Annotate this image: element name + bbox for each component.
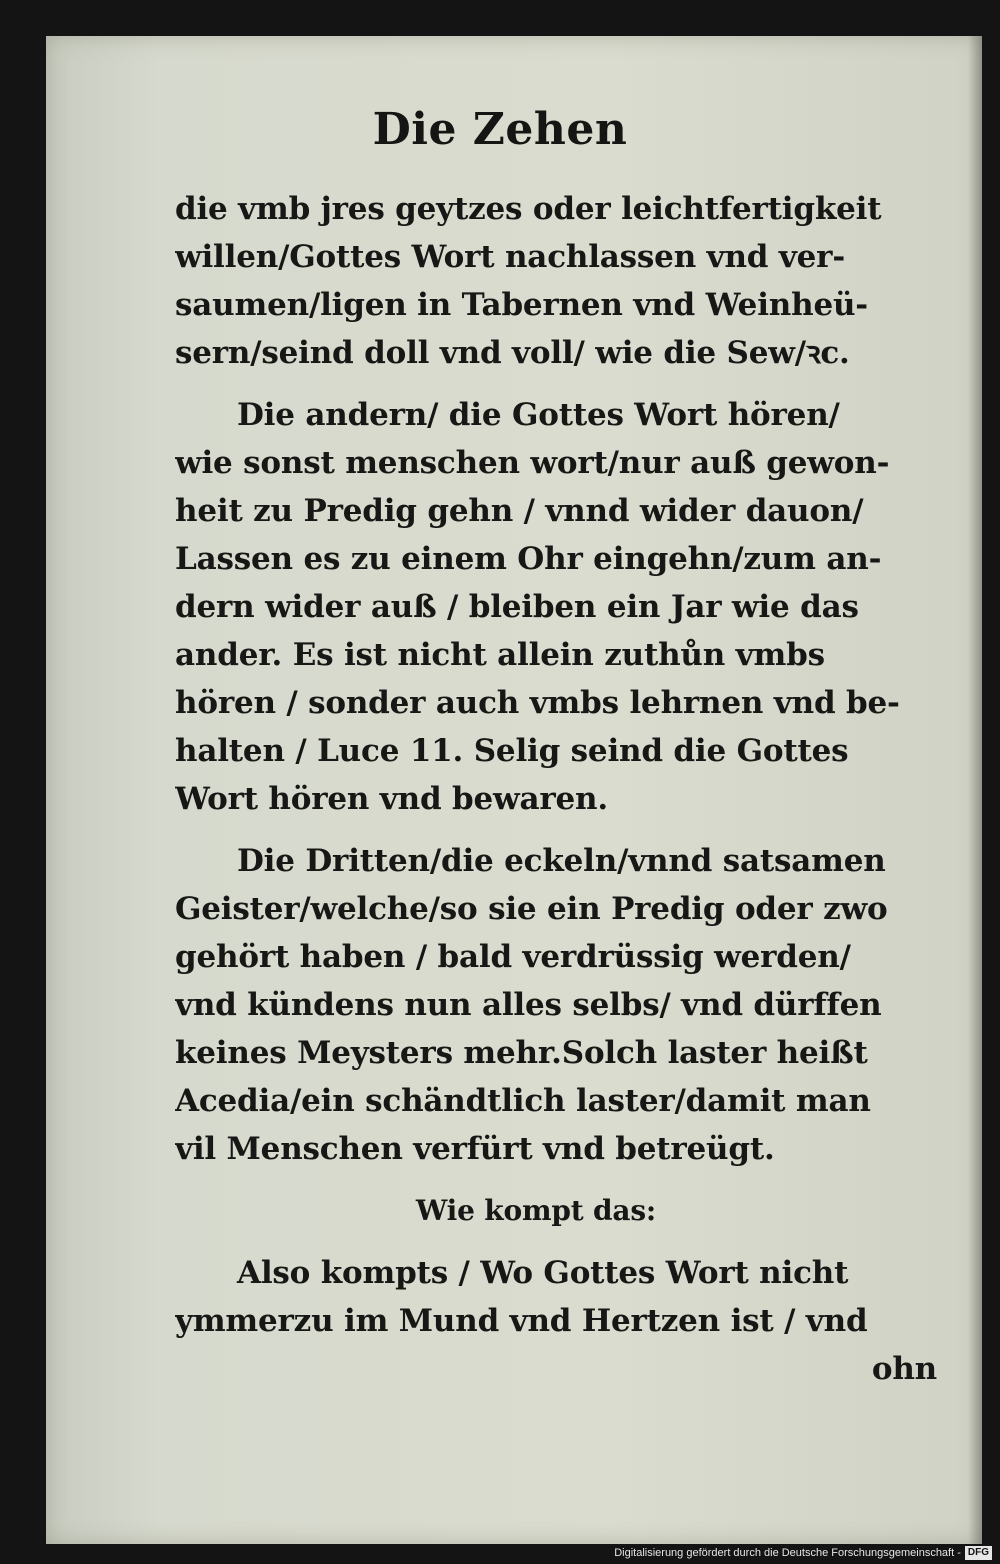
text-line: heit zu Predig gehn / vnnd wider dauon/ xyxy=(175,493,864,529)
text-line: halten / Luce 11. Selig seind die Gottes xyxy=(175,733,849,769)
text-line: sern/seind doll vnd voll/ wie die Sew/ꝛc. xyxy=(175,335,850,371)
text-line: hören / sonder auch vmbs lehrnen vnd be- xyxy=(175,685,900,721)
text-line: gehört haben / bald verdrüssig werden/ xyxy=(175,939,851,975)
paragraph-gap xyxy=(175,823,937,837)
catchword: ohn xyxy=(871,1351,937,1387)
text-line: dern wider auß / bleiben ein Jar wie das xyxy=(175,589,859,625)
text-line: wie sonst menschen wort/nur auß gewon- xyxy=(175,445,890,481)
text-line: die vmb jres geytzes oder leichtfertigkeit xyxy=(175,191,882,227)
page-spine-shadow xyxy=(968,36,982,1544)
paragraph-gap xyxy=(175,1235,937,1249)
text-line: Acedia/ein schändtlich laster/damit man xyxy=(175,1083,871,1119)
text-block xyxy=(175,185,937,1393)
paragraph-gap xyxy=(175,1173,937,1187)
text-line: saumen/ligen in Tabernen vnd Weinheü- xyxy=(175,287,868,323)
text-line: ymmerzu im Mund vnd Hertzen ist / vnd xyxy=(175,1303,868,1339)
text-line: keines Meysters mehr.Solch laster heißt xyxy=(175,1035,868,1071)
credit-text: Digitalisierung gefördert durch die Deutsche Forschungsgemeinschaft - xyxy=(614,1547,961,1559)
text-line: willen/Gottes Wort nachlassen vnd ver- xyxy=(175,239,845,275)
running-head: Die Zehen xyxy=(372,104,628,155)
text-line: Lassen es zu einem Ohr eingehn/zum an- xyxy=(175,541,882,577)
dfg-logo: DFG xyxy=(965,1546,992,1560)
paragraph-gap xyxy=(175,377,937,391)
digitization-credit xyxy=(614,1545,992,1561)
paragraph-start-line: Die Dritten/die eckeln/vnnd satsamen xyxy=(237,843,886,879)
text-line: vnd kündens nun alles selbs/ vnd dürffen xyxy=(175,987,882,1023)
text-line: Wort hören vnd bewaren. xyxy=(175,781,608,817)
text-line: Geister/welche/so sie ein Predig oder zwo xyxy=(175,891,888,927)
text-line: ander. Es ist nicht allein zuthůn vmbs xyxy=(175,637,825,673)
text-line: vil Menschen verfürt vnd betreügt. xyxy=(175,1131,775,1167)
paragraph-start-line: Also kompts / Wo Gottes Wort nicht xyxy=(237,1255,849,1291)
question-heading: Wie kompt das: xyxy=(415,1194,657,1227)
paragraph-start-line: Die andern/ die Gottes Wort hören/ xyxy=(237,397,840,433)
